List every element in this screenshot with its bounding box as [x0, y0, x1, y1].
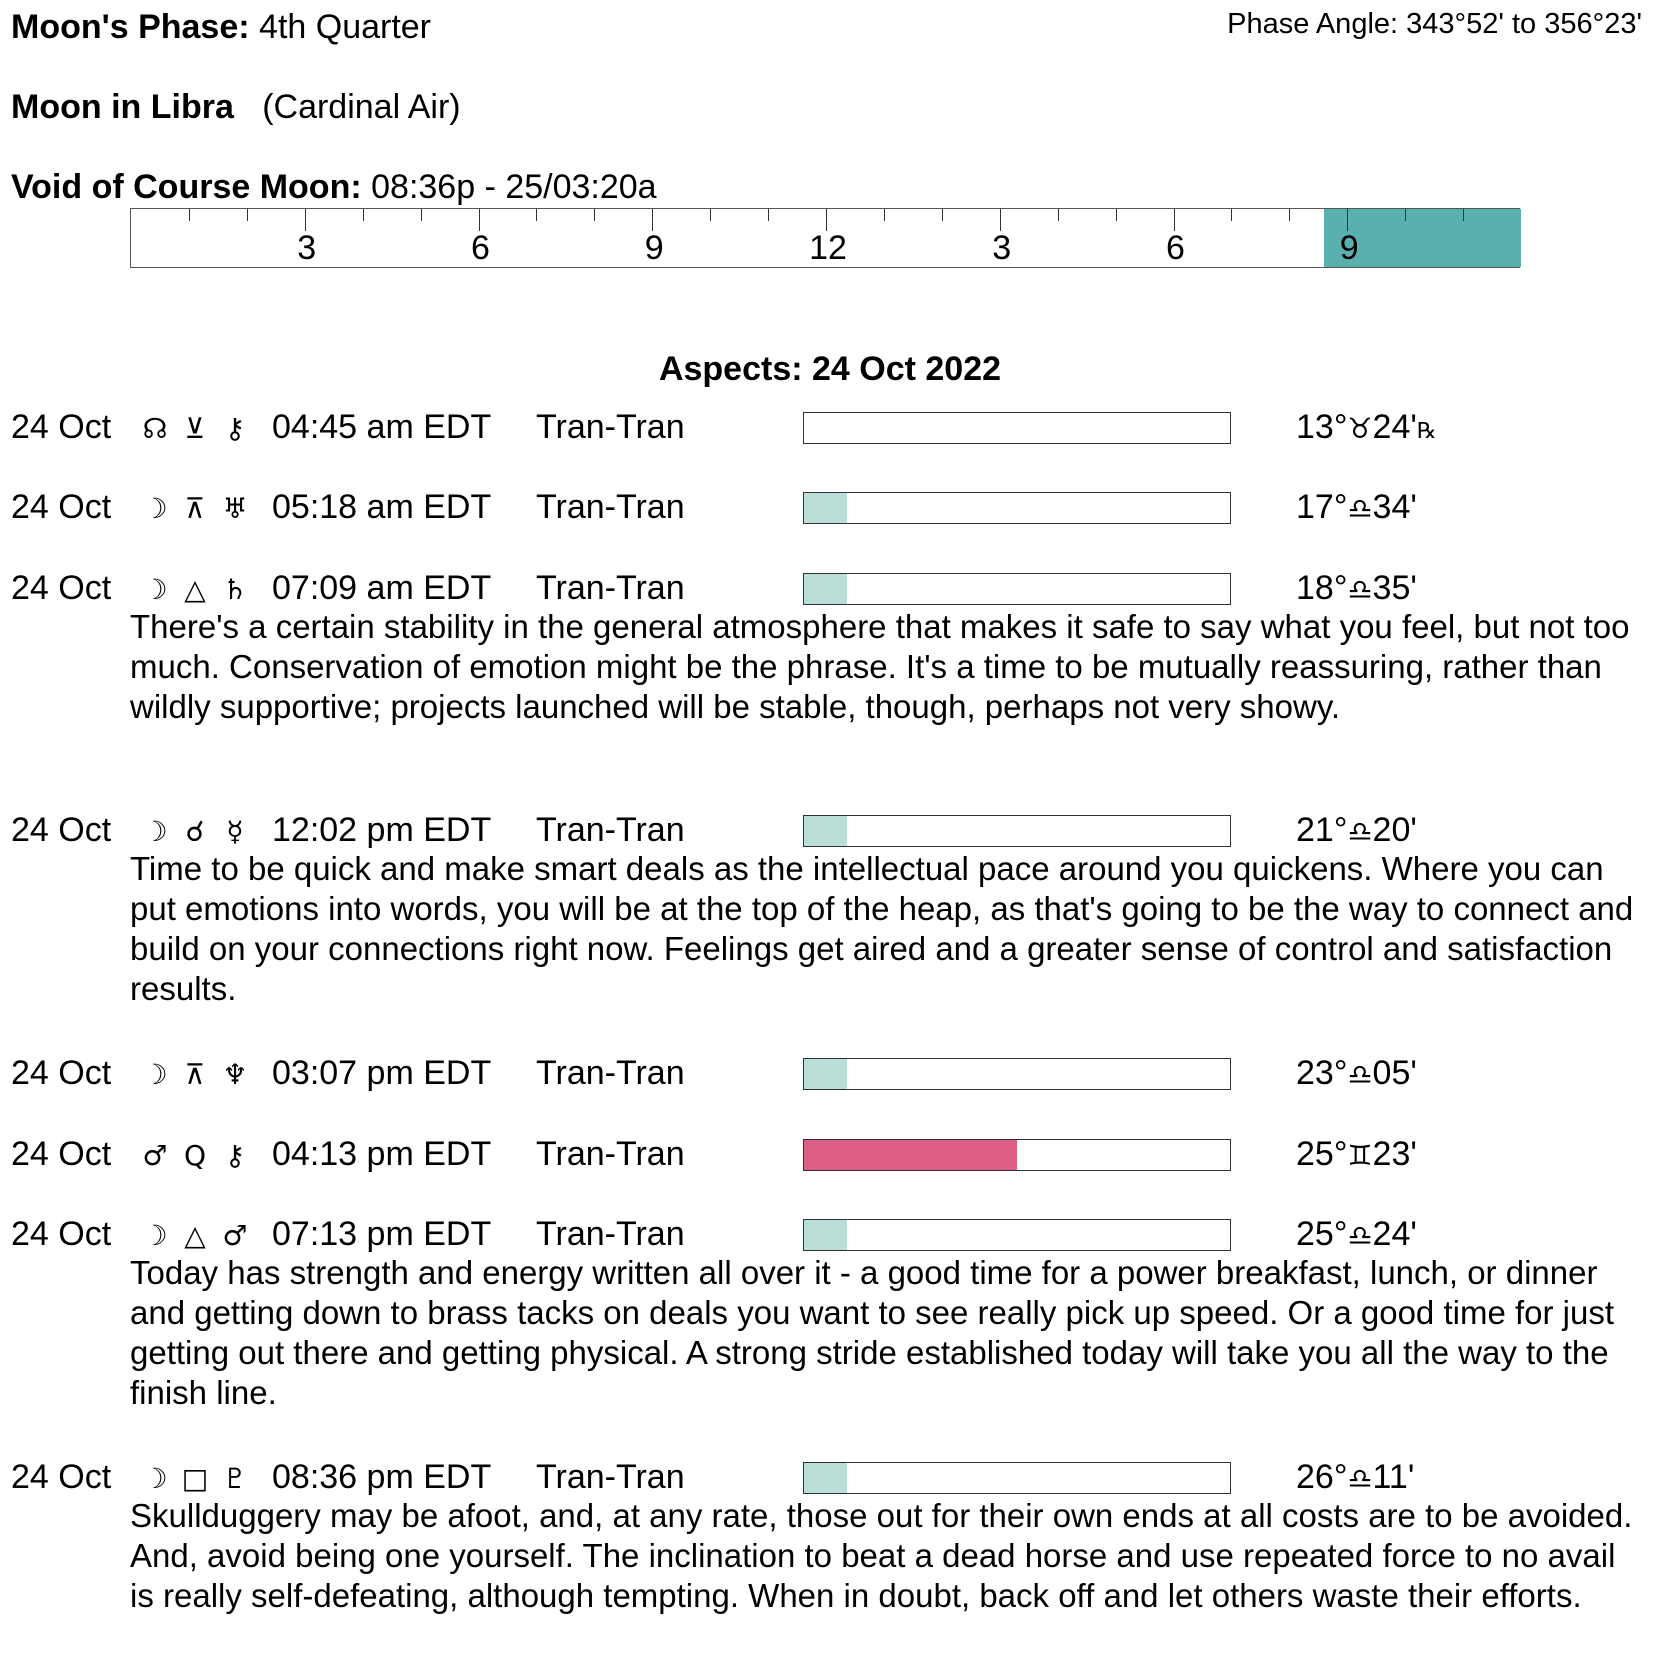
moon-sign-label: Moon in Libra [11, 88, 234, 126]
mars-icon: ♂ [222, 1218, 248, 1252]
hour-tick [1347, 209, 1348, 231]
aspect-time: 04:13 pm EDT [272, 1134, 492, 1173]
phase-angle-value: 343°52' to 356°23' [1406, 8, 1642, 40]
position-minute: 20' [1372, 811, 1417, 850]
hour-tick [1289, 209, 1290, 221]
aspect-glyphs [140, 1219, 260, 1252]
aspect-description: Skullduggery may be afoot, and, at any rate, those out for their own ends at all costs are to be avoided. And, avoid being one yourself. The inclination to beat a dead horse and use repeated force to no avail is really self-defeating, although tempting. When in doubt, back off and let others waste their efforts. [130, 1496, 1633, 1614]
hour-label: 6 [1166, 229, 1185, 267]
moon-sign [11, 88, 461, 127]
position-degree: 25° [1296, 1134, 1348, 1173]
aspect-strength-bar [803, 1139, 1231, 1171]
moon-icon: ☽ [142, 1461, 168, 1495]
hour-tick [1000, 209, 1001, 231]
aspect-time: 07:13 pm EDT [272, 1214, 492, 1253]
aspect-date: 24 Oct [11, 1134, 112, 1173]
aspect-description: Time to be quick and make smart deals as the intellectual pace around you quickens. Where you can put emotions into words, you will be at the top of the heap, as that's going to be the way to connect and build on your connections right now. Feelings get aired and a greater sense of control and satisfaction results. [130, 850, 1634, 1008]
aspect-position [1296, 1458, 1414, 1497]
aspect-time: 12:02 pm EDT [272, 811, 492, 850]
aspect-type: Tran-Tran [536, 488, 685, 527]
aspect-strength-fill [804, 1140, 1017, 1170]
aspect-glyphs [140, 492, 260, 525]
aspect-position [1296, 488, 1417, 527]
hour-label: 3 [992, 229, 1012, 267]
aspect-description: Today has strength and energy written all over it - a good time for a power breakfast, lunch, or dinner and getting down to brass tacks on deals you want to see really pick up speed. Or a good time for just getting out there and getting physical. A strong stride established today will take you all the way to the finish line. [130, 1253, 1615, 1411]
aspect-strength-fill [804, 1463, 847, 1493]
voc-label: Void of Course Moon: [11, 168, 362, 206]
moon-icon: ☽ [142, 1218, 168, 1252]
aspect-strength-bar [803, 492, 1231, 524]
aspect-description: There's a certain stability in the general atmosphere that makes it safe to say what you feel, but not too much. Conservation of emotion might be the phrase. It's a time to be mutually reassuring, rather than wildly supportive; projects launched will be stable, though, perhaps not very showy. [130, 607, 1630, 725]
hour-tick [1463, 209, 1464, 221]
aspect-date: 24 Oct [11, 408, 112, 446]
aspect-strength-fill [804, 1220, 847, 1250]
aspect-time: 03:07 pm EDT [272, 1054, 492, 1093]
hour-tick [536, 209, 537, 221]
zodiac-sign-icon: ♎ [1347, 815, 1373, 849]
aspect-strength-bar [803, 1219, 1231, 1251]
phase-angle-label: Phase Angle: [1227, 8, 1399, 40]
aspect-type: Tran-Tran [536, 811, 685, 850]
aspect-glyphs [140, 573, 260, 606]
aspect-position [1296, 569, 1417, 608]
hour-tick [1231, 209, 1232, 221]
zodiac-sign-icon: ♎ [1347, 1058, 1373, 1092]
hour-tick [594, 209, 595, 221]
aspect-glyphs [140, 1462, 260, 1495]
neptune-icon: ♆ [222, 1058, 248, 1092]
aspect-glyphs [140, 1058, 260, 1091]
aspect-strength-bar [803, 815, 1231, 847]
aspect-date: 24 Oct [11, 811, 112, 850]
hour-tick [768, 209, 769, 221]
aspect-type: Tran-Tran [536, 1457, 685, 1496]
chiron-icon: ⚷ [224, 412, 246, 445]
aspect-time: 08:36 pm EDT [272, 1457, 492, 1496]
void-of-course [11, 168, 657, 207]
hour-tick [421, 209, 422, 221]
mars-icon: ♂ [142, 1138, 168, 1172]
mercury-icon: ☿ [226, 815, 244, 849]
void-of-course-timeline [130, 208, 1520, 268]
aspect-strength-fill [804, 493, 847, 523]
aspect-type: Tran-Tran [536, 1214, 685, 1253]
position-degree: 23° [1296, 1054, 1348, 1093]
position-minute: 23' [1372, 1134, 1417, 1173]
aspects-title: Aspects: 24 Oct 2022 [658, 350, 1002, 388]
zodiac-sign-icon: ♊ [1347, 1138, 1373, 1172]
conjunction-icon: ☌ [185, 815, 205, 849]
position-minute: 34' [1372, 488, 1417, 527]
hour-tick [1116, 209, 1117, 221]
aspect-position [1296, 1215, 1417, 1254]
moon-icon: ☽ [142, 815, 168, 849]
phase-angle [1227, 8, 1642, 41]
aspect-type: Tran-Tran [536, 1134, 685, 1173]
position-minute: 35' [1372, 568, 1417, 607]
aspect-position [1296, 408, 1437, 447]
aspect-strength-fill [804, 816, 847, 846]
aspect-glyphs [140, 1139, 260, 1172]
aspect-position [1296, 1054, 1417, 1093]
quincunx-icon: ⊼ [184, 1058, 206, 1092]
aspect-strength-bar [803, 573, 1231, 605]
position-degree: 21° [1296, 811, 1348, 850]
hour-label: 3 [297, 229, 317, 267]
moon-phase-label: Moon's Phase: [11, 8, 250, 46]
aspect-strength-bar [803, 1462, 1231, 1494]
hour-label: 9 [644, 229, 664, 267]
hour-tick [1174, 209, 1175, 231]
aspect-strength-fill [804, 574, 847, 604]
moon-phase [11, 8, 431, 47]
position-minute: 24' [1372, 408, 1417, 446]
voc-value: 08:36p - 25/03:20a [371, 168, 657, 206]
aspect-strength-bar [803, 412, 1231, 444]
aspect-position [1296, 1135, 1417, 1174]
aspect-position [1296, 811, 1417, 850]
hour-tick [1058, 209, 1059, 221]
semisextile-icon: ⊻ [184, 412, 206, 445]
aspect-glyphs [140, 412, 260, 445]
hour-tick [710, 209, 711, 221]
trine-icon: △ [184, 1218, 206, 1252]
zodiac-sign-icon: ♎ [1347, 492, 1373, 526]
pluto-icon: ♇ [222, 1461, 248, 1495]
aspect-type: Tran-Tran [536, 1054, 685, 1093]
aspect-date: 24 Oct [11, 1054, 112, 1093]
zodiac-sign-icon: ♎ [1347, 1461, 1373, 1495]
hour-tick [942, 209, 943, 221]
uranus-icon: ♅ [222, 492, 248, 526]
hour-label: 12 [809, 229, 847, 267]
aspect-time: 05:18 am EDT [272, 488, 492, 527]
hour-tick [826, 209, 827, 231]
position-degree: 18° [1296, 568, 1348, 607]
aspect-date: 24 Oct [11, 488, 112, 527]
zodiac-sign-icon: ♎ [1347, 1218, 1373, 1252]
moon-icon: ☽ [142, 492, 168, 526]
aspect-date: 24 Oct [11, 1214, 112, 1253]
position-degree: 26° [1296, 1457, 1348, 1496]
north-node-icon: ☊ [142, 412, 168, 445]
position-minute: 11' [1372, 1457, 1415, 1496]
aspect-strength-bar [803, 1058, 1231, 1090]
position-degree: 17° [1296, 488, 1348, 527]
aspect-date: 24 Oct [11, 1457, 112, 1496]
quintile-icon: Q [183, 1138, 207, 1172]
aspect-time: 04:45 am EDT [272, 408, 492, 446]
hour-tick [884, 209, 885, 221]
square-icon: □ [181, 1461, 209, 1495]
aspect-strength-fill [804, 1059, 847, 1089]
position-degree: 25° [1296, 1214, 1348, 1253]
hour-tick [189, 209, 190, 221]
hour-tick [363, 209, 364, 221]
aspect-type: Tran-Tran [536, 568, 685, 607]
saturn-icon: ♄ [222, 572, 248, 606]
position-degree: 13° [1296, 408, 1348, 446]
zodiac-sign-icon: ♉ [1347, 412, 1373, 445]
moon-icon: ☽ [142, 1058, 168, 1092]
hour-tick [305, 209, 306, 231]
moon-icon: ☽ [142, 572, 168, 606]
zodiac-sign-icon: ♎ [1347, 572, 1373, 606]
hour-tick [479, 209, 480, 231]
chiron-icon: ⚷ [224, 1138, 246, 1172]
hour-tick [247, 209, 248, 221]
aspect-time: 07:09 am EDT [272, 568, 492, 607]
trine-icon: △ [184, 572, 206, 606]
position-minute: 24' [1372, 1214, 1417, 1253]
hour-label: 9 [1339, 229, 1359, 267]
aspect-glyphs [140, 815, 260, 848]
aspect-type: Tran-Tran [536, 408, 685, 446]
moon-phase-value: 4th Quarter [259, 8, 432, 46]
hour-tick [1405, 209, 1406, 221]
hour-label: 6 [471, 229, 490, 267]
position-minute: 05' [1372, 1054, 1417, 1093]
moon-sign-value: (Cardinal Air) [262, 88, 461, 126]
retrograde-icon: ℞ [1416, 419, 1437, 444]
hour-tick [652, 209, 653, 231]
aspect-date: 24 Oct [11, 568, 112, 607]
quincunx-icon: ⊼ [184, 492, 206, 526]
